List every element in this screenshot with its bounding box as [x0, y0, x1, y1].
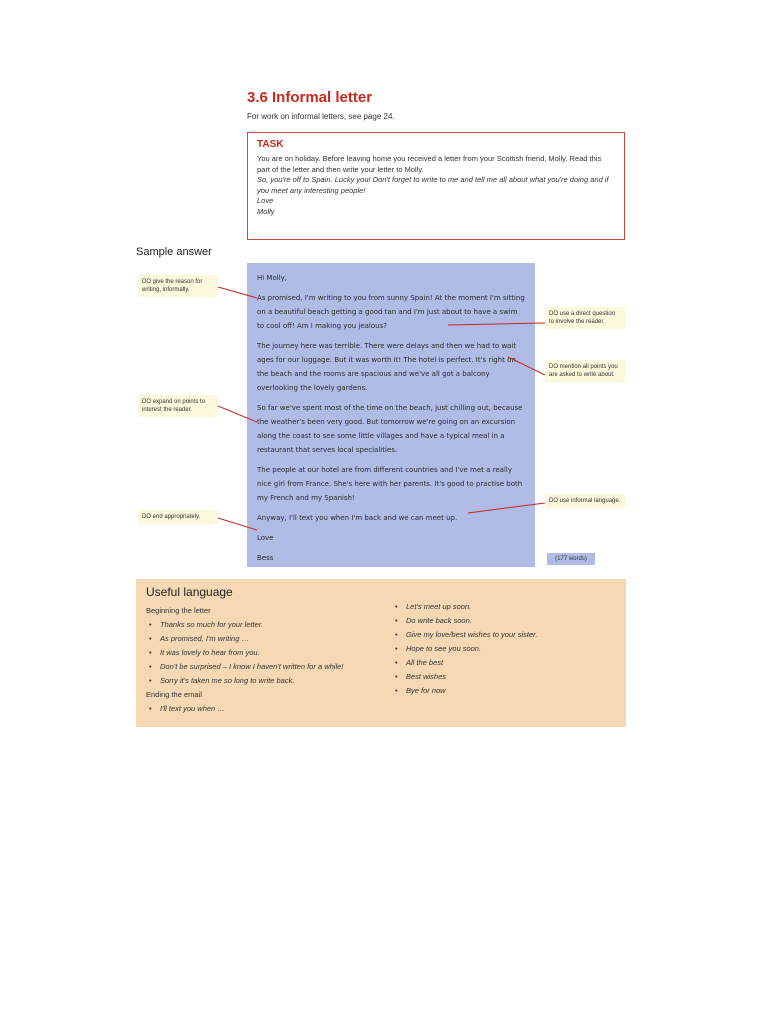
useful-language-left-column [146, 604, 386, 716]
list-item: • Hope to see you soon. [406, 642, 612, 656]
task-signoff: Love [257, 196, 274, 205]
letter-paragraph: Anyway, I'll text you when I'm back and we can meet up. [257, 514, 458, 522]
annotation-note: DO use a direct question to involve the reader. [545, 307, 625, 329]
connector-line [468, 503, 545, 513]
ending-label: Ending the email [146, 690, 202, 699]
list-item: • All the best [406, 656, 612, 670]
task-quote: So, you're off to Spain. Lucky you! Don't forget to write to me and tell me all about what you're doing and if you meet any interesting people! [257, 175, 609, 195]
list-item: • Bye for now [406, 684, 612, 698]
connector-line [218, 406, 257, 422]
connector-line [218, 518, 257, 530]
list-item: • Give my love/best wishes to your sister. [406, 628, 612, 642]
list-item: • Do write back soon. [406, 614, 612, 628]
list-item: • It was lovely to hear from you. [160, 646, 386, 660]
annotation-note: DO expand on points to interest the reader. [138, 395, 218, 417]
section-title: 3.6 Informal letter [247, 89, 373, 106]
list-item: • Thanks so much for your letter. [160, 618, 386, 632]
annotation-note: DO mention all points you are asked to write about. [545, 360, 625, 382]
annotation-note: DO give the reason for writing, informally. [138, 275, 218, 297]
task-instruction: You are on holiday. Before leaving home you received a letter from your Scottish friend, Molly. Read this part of the letter and then write your letter to Molly. [257, 154, 602, 174]
letter-greeting: Hi Molly, [257, 274, 288, 282]
list-item: • Don't be surprised – I know I haven't written for a while! [160, 660, 386, 674]
phrases-list [392, 600, 612, 698]
letter-paragraph: As promised, I'm writing to you from sunny Spain! At the moment I'm sitting on a beautiful beach getting a good tan and I'm just about to have a swim to cool off! Am I making you jealous? [257, 294, 525, 330]
letter-closing: Love [257, 534, 274, 542]
beginning-label: Beginning the letter [146, 606, 211, 615]
section-subtitle: For work on informal letters, see page 24. [247, 112, 395, 121]
useful-language-heading: Useful language [146, 585, 233, 599]
letter-paragraph: So far we've spent most of the time on the beach, just chilling out, because the weather's been very good. But tomorrow we're going on an excursion along the coast to see some little villages and have a typical meal in a restaurant that serves local specialities. [257, 404, 523, 454]
list-item: • As promised, I'm writing … [160, 632, 386, 646]
word-count: (177 words) [547, 553, 595, 565]
list-item: • I'll text you when … [160, 702, 386, 716]
list-item: • Best wishes [406, 670, 612, 684]
task-signature: Molly [257, 206, 275, 216]
annotation-note: DO end appropriately. [138, 510, 218, 524]
letter-name: Bess [257, 554, 274, 562]
connector-line [218, 287, 257, 298]
ending-list [146, 702, 386, 716]
useful-language-right-column [392, 600, 612, 698]
list-item: • Let's meet up soon. [406, 600, 612, 614]
task-heading: TASK [257, 139, 284, 150]
connector-line [508, 357, 545, 375]
letter-paragraph: The journey here was terrible. There were delays and then we had to wait ages for our luggage. But it was worth it! The hotel is perfect. It's right on the beach and the rooms are spacious and we've all got a balcony overlooking the lovely gardens. [257, 342, 517, 392]
useful-language-box [136, 579, 626, 727]
sample-answer-heading: Sample answer [136, 246, 212, 258]
connector-line [448, 323, 545, 325]
list-item: • Sorry it's taken me so long to write back. [160, 674, 386, 688]
annotation-note: DO use informal language. [545, 494, 625, 508]
letter-paragraph: The people at our hotel are from different countries and I've met a really nice girl from France. She's here with her parents. It's good to practise both my French and my Spanish! [257, 466, 523, 502]
beginning-list [146, 618, 386, 688]
